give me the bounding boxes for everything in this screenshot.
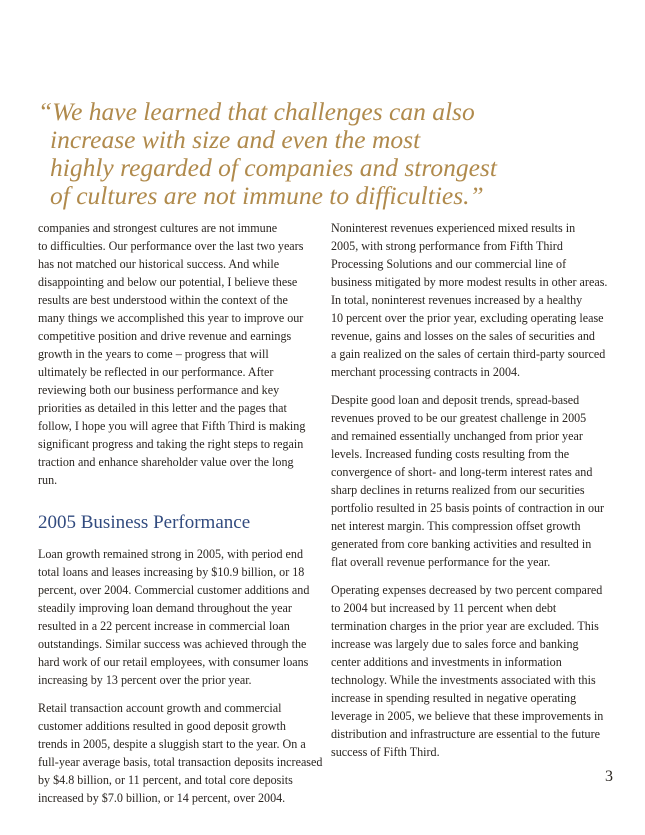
text-line: technology. While the investments associated with this [331,673,596,687]
text-line: follow, I hope you will agree that Fifth Third is making [38,419,306,433]
text-line: and remained essentially unchanged from prior year [331,429,583,443]
paragraph-noninterest-revenues [331,219,611,381]
text-line: results are best understood within the context of the [38,293,288,307]
paragraph-spread-revenues [331,391,611,571]
paragraph-continued-letter [38,219,314,489]
text-line: generated from core banking activities and resulted in [331,537,592,551]
text-line: success of Fifth Third. [331,745,440,759]
text-line: priorities as detailed in this letter and the pages that [38,401,287,415]
pull-quote [38,98,598,210]
text-line: levels. Increased funding costs resulting from the [331,447,570,461]
pull-quote-line: “We have learned that challenges can also [38,97,475,126]
paragraph-loan-growth [38,545,314,689]
text-line: disappointing and below our potential, I believe these [38,275,298,289]
text-line: 10 percent over the prior year, excluding operating lease [331,311,604,325]
text-line: flat overall revenue performance for the year. [331,555,551,569]
text-line: merchant processing contracts in 2004. [331,365,521,379]
text-line: Loan growth remained strong in 2005, with period end [38,547,303,561]
text-line: business mitigated by more modest results in other areas. [331,275,608,289]
text-line: traction and enhance shareholder value over the long [38,455,294,469]
text-line: percent, over 2004. Commercial customer additions and [38,583,310,597]
text-line: competitive position and drive revenue and earnings [38,329,292,343]
text-line: to difficulties. Our performance over the last two years [38,239,304,253]
text-line: significant progress and taking the right steps to regain [38,437,304,451]
text-line: trends in 2005, despite a sluggish start to the year. On a [38,737,306,751]
text-line: convergence of short- and long-term interest rates and [331,465,593,479]
text-line: growth in the years to come – progress that will [38,347,269,361]
paragraph-operating-expenses [331,581,611,761]
text-line: In total, noninterest revenues increased by a healthy [331,293,583,307]
pull-quote-line: increase with size and even the most [50,125,421,154]
text-line: has not matched our historical success. And while [38,257,280,271]
left-column [38,219,323,817]
text-line: to 2004 but increased by 11 percent when debt [331,601,557,615]
text-line: revenues proved to be our greatest challenge in 2005 [331,411,587,425]
text-line: resulted in a 22 percent increase in commercial loan [38,619,290,633]
text-line: run. [38,473,58,487]
text-line: many things we accomplished this year to improve our [38,311,304,325]
text-line: Processing Solutions and our commercial line of [331,257,567,271]
text-line: Despite good loan and deposit trends, spread-based [331,393,580,407]
text-line: increased by $7.0 billion, or 14 percent, over 2004. [38,791,286,805]
text-line: leverage in 2005, we believe that these improvements in [331,709,604,723]
text-line: center additions and investments in information [331,655,562,669]
pull-quote-line: highly regarded of companies and strongest [50,153,497,182]
text-line: termination charges in the prior year are excluded. This [331,619,599,633]
text-line: portfolio resulted in 25 basis points of contraction in our [331,501,605,515]
text-line: by $4.8 billion, or 11 percent, and total core deposits [38,773,293,787]
page-number: 3 [605,768,613,785]
text-line: sharp declines in returns realized from our securities [331,483,585,497]
pull-quote-line: of cultures are not immune to difficulties.” [50,181,484,210]
paragraph-deposit-growth [38,699,323,807]
text-line: revenue, gains and losses on the sales of securities and [331,329,595,343]
text-line: increasing by 13 percent over the prior year. [38,673,252,687]
text-line: outstandings. Similar success was achieved through the [38,637,307,651]
text-line: distribution and infrastructure are essential to the future [331,727,600,741]
text-line: total loans and leases increasing by $10.9 billion, or 18 [38,565,305,579]
text-line: reviewing both our business performance and key [38,383,280,397]
text-line: steadily improving loan demand throughout the year [38,601,292,615]
text-line: ultimately be reflected in our performance. After [38,365,274,379]
text-line: 2005, with strong performance from Fifth Third [331,239,563,253]
text-line: increase in spending resulted in negative operating [331,691,577,705]
text-line: Retail transaction account growth and commercial [38,701,282,715]
section-heading: 2005 Business Performance [38,512,251,533]
text-line: increase was largely due to sales force and banking [331,637,579,651]
text-line: customer additions resulted in good deposit growth [38,719,286,733]
text-line: companies and strongest cultures are not immune [38,221,278,235]
text-line: Noninterest revenues experienced mixed results in [331,221,576,235]
text-line: net interest margin. This compression offset growth [331,519,581,533]
text-line: full-year average basis, total transaction deposits increased [38,755,323,769]
text-line: hard work of our retail employees, with consumer loans [38,655,309,669]
right-column [331,219,611,771]
text-line: a gain realized on the sales of certain third-party sourced [331,347,606,361]
text-line: Operating expenses decreased by two percent compared [331,583,603,597]
